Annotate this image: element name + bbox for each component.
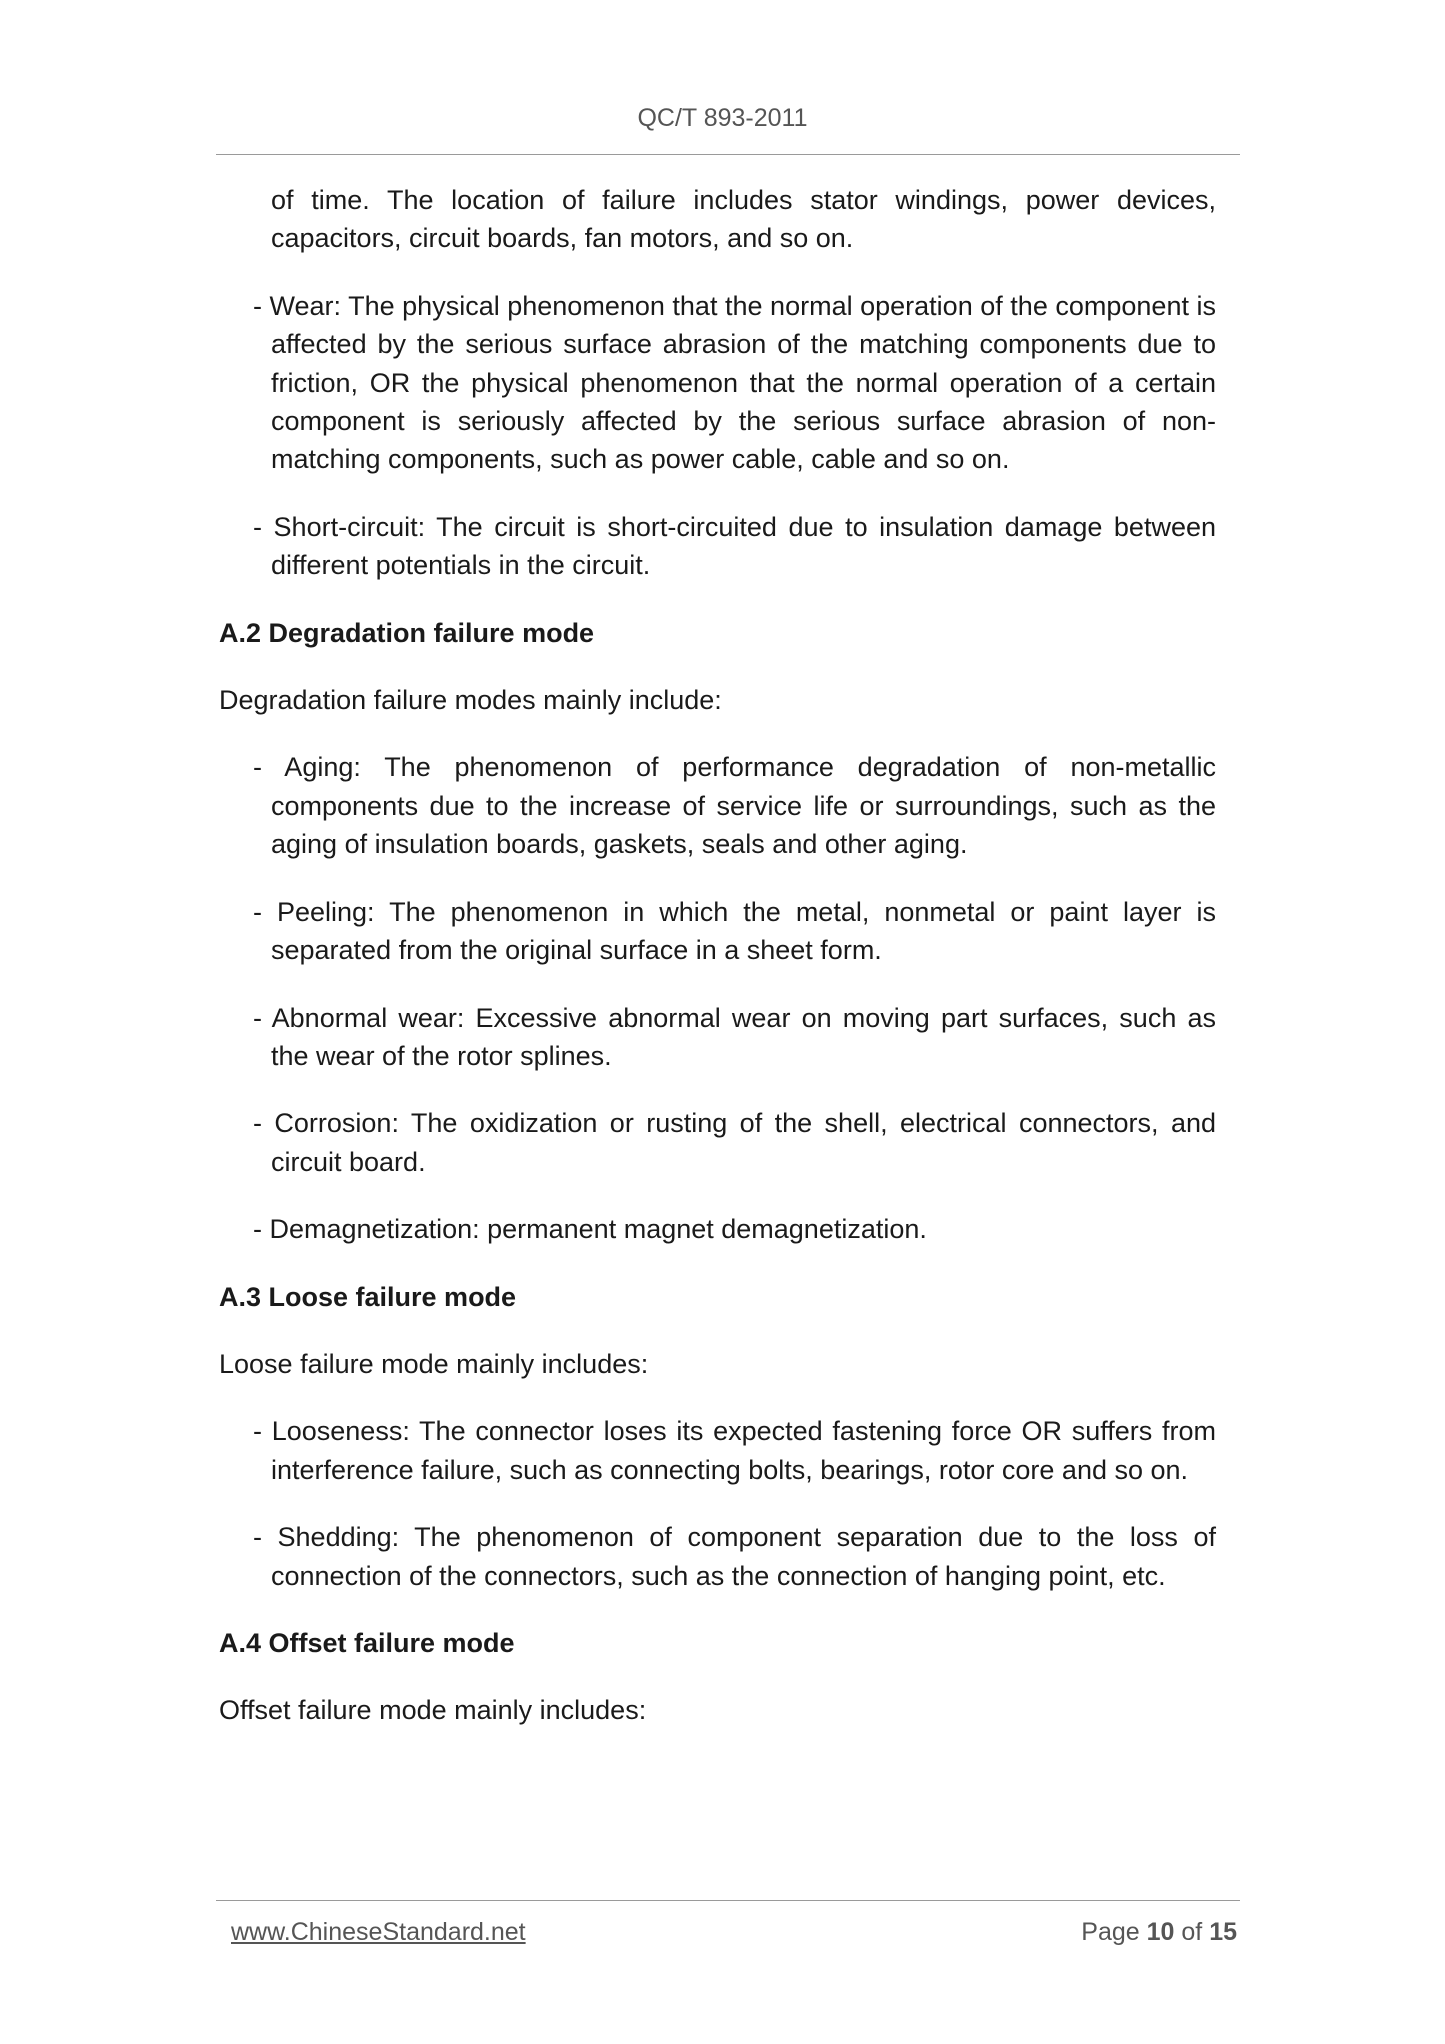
list-item-demagnetization: - Demagnetization: permanent magnet demagnetization. [253, 1214, 927, 1245]
list-item-looseness: - Looseness: The connector loses its expected fastening force OR suffers from interference failure, such as connecting bolts, bearings, rotor core and so on. [253, 1416, 1216, 1485]
list-item-abnormal-wear: - Abnormal wear: Excessive abnormal wear on moving part surfaces, such as the wear of the rotor splines. [253, 1002, 1216, 1071]
footer-divider [216, 1900, 1240, 1901]
continuation-paragraph: of time. The location of failure includes stator windings, power devices, capacitors, circuit boards, fan motors, and so on. [271, 185, 1216, 254]
page-total: 15 [1209, 1918, 1237, 1946]
list-item-corrosion: - Corrosion: The oxidization or rusting of the shell, electrical connectors, and circuit board. [253, 1108, 1216, 1177]
section-heading-a3: A.3 Loose failure mode [219, 1281, 517, 1312]
header-divider [216, 154, 1240, 155]
document-body [219, 181, 1216, 1759]
section-heading-a2: A.2 Degradation failure mode [219, 617, 595, 648]
footer-website-link[interactable]: www.ChineseStandard.net [231, 1918, 526, 1946]
list-item-wear: - Wear: The physical phenomenon that the normal operation of the component is affected by the serious surface abrasion of the matching components due to friction, OR the physical phenomenon that the normal operation of a certain component is seriously affected by the serious surface abrasion of non-matching components, such as power cable, cable and so on. [253, 290, 1216, 475]
list-item-peeling: - Peeling: The phenomenon in which the metal, nonmetal or paint layer is separated from the original surface in a sheet form. [253, 896, 1216, 966]
page-of-label: of [1181, 1918, 1203, 1946]
section-intro-a2: Degradation failure modes mainly include: [219, 685, 722, 716]
list-item-short-circuit: - Short-circuit: The circuit is short-circuited due to insulation damage between different potentials in the circuit. [253, 511, 1216, 581]
page-label: Page [1081, 1918, 1140, 1946]
list-item-aging: - Aging: The phenomenon of performance degradation of non-metallic components due to the increase of service life or surroundings, such as the aging of insulation boards, gaskets, seals and other aging. [253, 752, 1216, 860]
page-number [1081, 1918, 1237, 1947]
section-heading-a4: A.4 Offset failure mode [219, 1627, 515, 1658]
list-item-shedding: - Shedding: The phenomenon of component separation due to the loss of connection of the connectors, such as the connection of hanging point, etc. [253, 1522, 1216, 1591]
page-header-title: QC/T 893-2011 [637, 104, 808, 132]
section-intro-a4: Offset failure mode mainly includes: [219, 1695, 647, 1726]
page-current: 10 [1146, 1918, 1175, 1946]
section-intro-a3: Loose failure mode mainly includes: [219, 1348, 649, 1379]
